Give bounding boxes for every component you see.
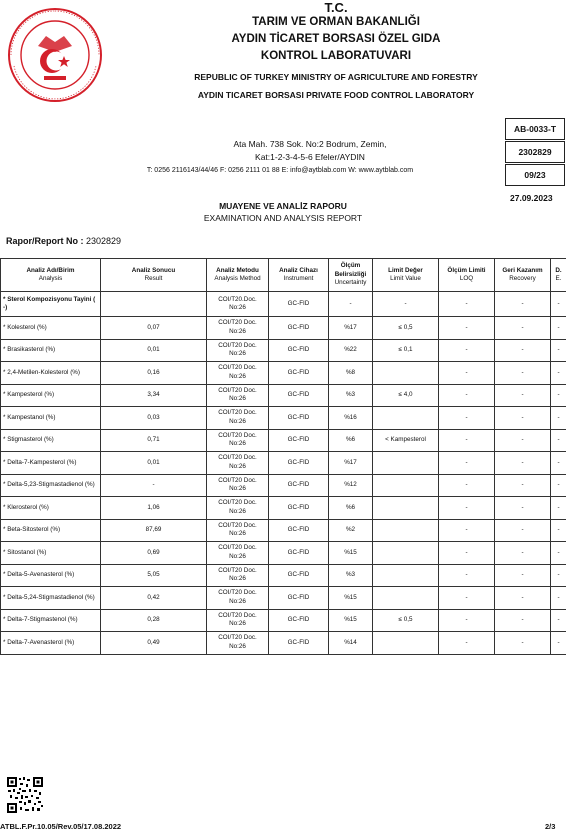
cell-name: * Delta-7-Kampesterol (%) [1, 452, 101, 475]
cell-name: * Brasikasterol (%) [1, 339, 101, 362]
table-row [1, 497, 566, 520]
cell-uncertainty: %12 [329, 474, 373, 497]
col-limit: Limit Değer Limit Value [373, 259, 439, 292]
table-row [1, 339, 566, 362]
cell-result [101, 292, 207, 317]
qr-code [6, 776, 44, 814]
col-method: Analiz Metodu Analysis Method [207, 259, 269, 292]
cell-instrument: GC-FID [269, 292, 329, 317]
cell-name: * Stigmasterol (%) [1, 429, 101, 452]
cell-de: - [551, 519, 566, 542]
cell-method: COI/T20 Doc. No:26 [207, 339, 269, 362]
table-row [1, 564, 566, 587]
col-loq: Ölçüm Limiti LOQ [439, 259, 495, 292]
cell-de: - [551, 564, 566, 587]
cell-name: * Klerosterol (%) [1, 497, 101, 520]
cell-recovery: - [495, 564, 551, 587]
cell-limit: ≤ 4,0 [373, 384, 439, 407]
cell-result: 5,05 [101, 564, 207, 587]
cell-loq: - [439, 564, 495, 587]
cell-result: 0,16 [101, 362, 207, 385]
cell-loq: - [439, 542, 495, 565]
cell-result: 0,01 [101, 452, 207, 475]
col-result: Analiz Sonucu Result [101, 259, 207, 292]
cell-recovery: - [495, 519, 551, 542]
cell-method: COI/T20 Doc. No:26 [207, 452, 269, 475]
cell-name: * Kolesterol (%) [1, 317, 101, 340]
cell-result: - [101, 474, 207, 497]
col-analysis: Analiz Adı/Birim Analysis [1, 259, 101, 292]
cell-result: 0,49 [101, 632, 207, 655]
cell-recovery: - [495, 292, 551, 317]
cell-limit [373, 407, 439, 430]
cell-loq: - [439, 474, 495, 497]
cell-de: - [551, 407, 566, 430]
document-code: AB-0033-T [505, 118, 565, 140]
table-header-row [1, 259, 566, 292]
contact-info: T: 0256 2116143/44/46 F: 0256 2111 01 88 E: info@aytblab.com W: www.aytblab.com [146, 167, 414, 174]
cell-result: 0,07 [101, 317, 207, 340]
cell-instrument: GC-FID [269, 362, 329, 385]
header-lab-tr-2: KONTROL LABORATUVARI [260, 50, 412, 62]
cell-de: - [551, 429, 566, 452]
cell-limit: ≤ 0,5 [373, 609, 439, 632]
cell-uncertainty: %22 [329, 339, 373, 362]
cell-name: * Delta-7-Stigmastenol (%) [1, 609, 101, 632]
cell-loq: - [439, 317, 495, 340]
col-recovery: Geri Kazanım Recovery [495, 259, 551, 292]
cell-result: 0,69 [101, 542, 207, 565]
sub-number-box: 09/23 [505, 164, 565, 186]
header-ministry-tr: TARIM VE ORMAN BAKANLIĞI [252, 16, 420, 28]
report-title-en: EXAMINATION AND ANALYSIS REPORT [203, 213, 363, 223]
footer-page-number: 2/3 [545, 822, 556, 831]
cell-recovery: - [495, 497, 551, 520]
cell-de: - [551, 339, 566, 362]
cell-loq: - [439, 384, 495, 407]
cell-name: * 2,4-Metilen-Kolesterol (%) [1, 362, 101, 385]
cell-limit [373, 362, 439, 385]
table-row [1, 632, 566, 655]
col-de: D. E. [551, 259, 566, 292]
table-row [1, 407, 566, 430]
cell-loq: - [439, 587, 495, 610]
ministry-logo [6, 6, 104, 104]
cell-instrument: GC-FID [269, 429, 329, 452]
cell-recovery: - [495, 362, 551, 385]
report-number-box: 2302829 [505, 141, 565, 163]
table-row [1, 317, 566, 340]
footer-form-code: ATBL.F.Pr.10.05/Rev.05/17.08.2022 [0, 822, 122, 831]
address-line-1: Ata Mah. 738 Sok. No:2 Bodrum, Zemin, [233, 139, 387, 149]
cell-limit: ≤ 0,5 [373, 317, 439, 340]
cell-recovery: - [495, 429, 551, 452]
cell-recovery: - [495, 407, 551, 430]
cell-recovery: - [495, 317, 551, 340]
cell-name: * Delta-7-Avenasterol (%) [1, 632, 101, 655]
cell-de: - [551, 474, 566, 497]
cell-instrument: GC-FID [269, 384, 329, 407]
cell-loq: - [439, 609, 495, 632]
cell-limit: < Kampesterol [373, 429, 439, 452]
cell-loq: - [439, 632, 495, 655]
cell-method: COI/T20 Doc. No:26 [207, 542, 269, 565]
cell-loq: - [439, 339, 495, 362]
cell-uncertainty: %3 [329, 384, 373, 407]
cell-result: 0,03 [101, 407, 207, 430]
table-row [1, 542, 566, 565]
cell-loq: - [439, 407, 495, 430]
report-number-value: 2302829 [86, 236, 122, 246]
cell-de: - [551, 292, 566, 317]
header-tc: T.C. [324, 0, 348, 15]
cell-instrument: GC-FID [269, 564, 329, 587]
cell-instrument: GC-FID [269, 632, 329, 655]
cell-uncertainty: %15 [329, 542, 373, 565]
cell-uncertainty: %6 [329, 429, 373, 452]
cell-method: COI/T20 Doc. No:26 [207, 609, 269, 632]
table-row [1, 452, 566, 475]
cell-limit: ≤ 0,1 [373, 339, 439, 362]
cell-uncertainty: %8 [329, 362, 373, 385]
cell-method: COI/T20 Doc. No:26 [207, 384, 269, 407]
cell-name: * Beta-Sitosterol (%) [1, 519, 101, 542]
cell-loq: - [439, 497, 495, 520]
cell-instrument: GC-FID [269, 497, 329, 520]
table-row [1, 362, 566, 385]
cell-recovery: - [495, 339, 551, 362]
cell-instrument: GC-FID [269, 609, 329, 632]
header-lab-en: AYDIN TICARET BORSASI PRIVATE FOOD CONTROL LABORATORY [197, 90, 475, 100]
cell-method: COI/T20.Doc. No:26 [207, 292, 269, 317]
table-row [1, 384, 566, 407]
cell-method: COI/T20 Doc. No:26 [207, 317, 269, 340]
cell-name: * Delta-5-Avenasterol (%) [1, 564, 101, 587]
cell-instrument: GC-FID [269, 339, 329, 362]
cell-limit [373, 632, 439, 655]
cell-de: - [551, 609, 566, 632]
cell-limit [373, 564, 439, 587]
cell-method: COI/T20 Doc. No:26 [207, 587, 269, 610]
table-row [1, 587, 566, 610]
cell-result: 3,34 [101, 384, 207, 407]
cell-de: - [551, 362, 566, 385]
cell-uncertainty: %15 [329, 587, 373, 610]
cell-method: COI/T20 Doc. No:26 [207, 407, 269, 430]
cell-limit [373, 542, 439, 565]
cell-loq: - [439, 429, 495, 452]
cell-result: 0,42 [101, 587, 207, 610]
cell-uncertainty: %15 [329, 609, 373, 632]
cell-uncertainty: %16 [329, 407, 373, 430]
cell-result: 0,71 [101, 429, 207, 452]
cell-uncertainty: %3 [329, 564, 373, 587]
cell-method: COI/T20 Doc. No:26 [207, 474, 269, 497]
cell-recovery: - [495, 452, 551, 475]
cell-recovery: - [495, 384, 551, 407]
cell-name: * Sterol Kompozisyonu Tayini ( -) [1, 292, 101, 317]
table-section-row [1, 292, 566, 317]
cell-result: 0,28 [101, 609, 207, 632]
cell-instrument: GC-FID [269, 317, 329, 340]
cell-result: 87,69 [101, 519, 207, 542]
col-instrument: Analiz Cihazı Instrument [269, 259, 329, 292]
cell-instrument: GC-FID [269, 587, 329, 610]
cell-de: - [551, 452, 566, 475]
cell-limit [373, 452, 439, 475]
header-lab-tr-1: AYDIN TİCARET BORSASI ÖZEL GIDA [231, 33, 441, 45]
cell-limit [373, 587, 439, 610]
cell-de: - [551, 317, 566, 340]
cell-method: COI/T20 Doc. No:26 [207, 429, 269, 452]
cell-method: COI/T20 Doc. No:26 [207, 497, 269, 520]
cell-name: * Kampestanol (%) [1, 407, 101, 430]
cell-instrument: GC-FID [269, 407, 329, 430]
table-row [1, 474, 566, 497]
cell-uncertainty: %6 [329, 497, 373, 520]
cell-recovery: - [495, 474, 551, 497]
cell-de: - [551, 632, 566, 655]
cell-result: 1,06 [101, 497, 207, 520]
cell-uncertainty: %2 [329, 519, 373, 542]
cell-limit [373, 474, 439, 497]
cell-instrument: GC-FID [269, 542, 329, 565]
cell-instrument: GC-FID [269, 452, 329, 475]
cell-uncertainty: %17 [329, 452, 373, 475]
cell-name: * Delta-5,24-Stigmastadienol (%) [1, 587, 101, 610]
cell-name: * Kampesterol (%) [1, 384, 101, 407]
cell-de: - [551, 542, 566, 565]
report-date: 27.09.2023 [510, 193, 553, 203]
cell-loq: - [439, 452, 495, 475]
table-row [1, 609, 566, 632]
cell-method: COI/T20 Doc. No:26 [207, 564, 269, 587]
cell-recovery: - [495, 542, 551, 565]
cell-instrument: GC-FID [269, 474, 329, 497]
cell-recovery: - [495, 587, 551, 610]
cell-instrument: GC-FID [269, 519, 329, 542]
results-table [0, 258, 566, 655]
cell-name: * Delta-5,23-Stigmastadienol (%) [1, 474, 101, 497]
report-number-label: Rapor/Report No : [6, 236, 84, 246]
cell-de: - [551, 587, 566, 610]
header-ministry-en: REPUBLIC OF TURKEY MINISTRY OF AGRICULTURE AND FORESTRY [194, 72, 478, 82]
cell-recovery: - [495, 609, 551, 632]
cell-name: * Sitostanol (%) [1, 542, 101, 565]
cell-loq: - [439, 519, 495, 542]
table-row [1, 429, 566, 452]
cell-limit [373, 519, 439, 542]
cell-limit: - [373, 292, 439, 317]
cell-method: COI/T20 Doc. No:26 [207, 632, 269, 655]
cell-de: - [551, 497, 566, 520]
cell-method: COI/T20 Doc. No:26 [207, 519, 269, 542]
col-uncertainty: Ölçüm Belirsizliği Uncertainty [329, 259, 373, 292]
cell-method: COI/T20 Doc. No:26 [207, 362, 269, 385]
cell-loq: - [439, 292, 495, 317]
cell-de: - [551, 384, 566, 407]
report-title-tr: MUAYENE VE ANALİZ RAPORU [219, 201, 347, 211]
cell-uncertainty: %17 [329, 317, 373, 340]
cell-loq: - [439, 362, 495, 385]
report-number [6, 236, 121, 246]
cell-uncertainty: - [329, 292, 373, 317]
cell-recovery: - [495, 632, 551, 655]
address-line-2: Kat:1-2-3-4-5-6 Efeler/AYDIN [255, 152, 365, 162]
cell-limit [373, 497, 439, 520]
cell-uncertainty: %14 [329, 632, 373, 655]
table-row [1, 519, 566, 542]
cell-result: 0,01 [101, 339, 207, 362]
